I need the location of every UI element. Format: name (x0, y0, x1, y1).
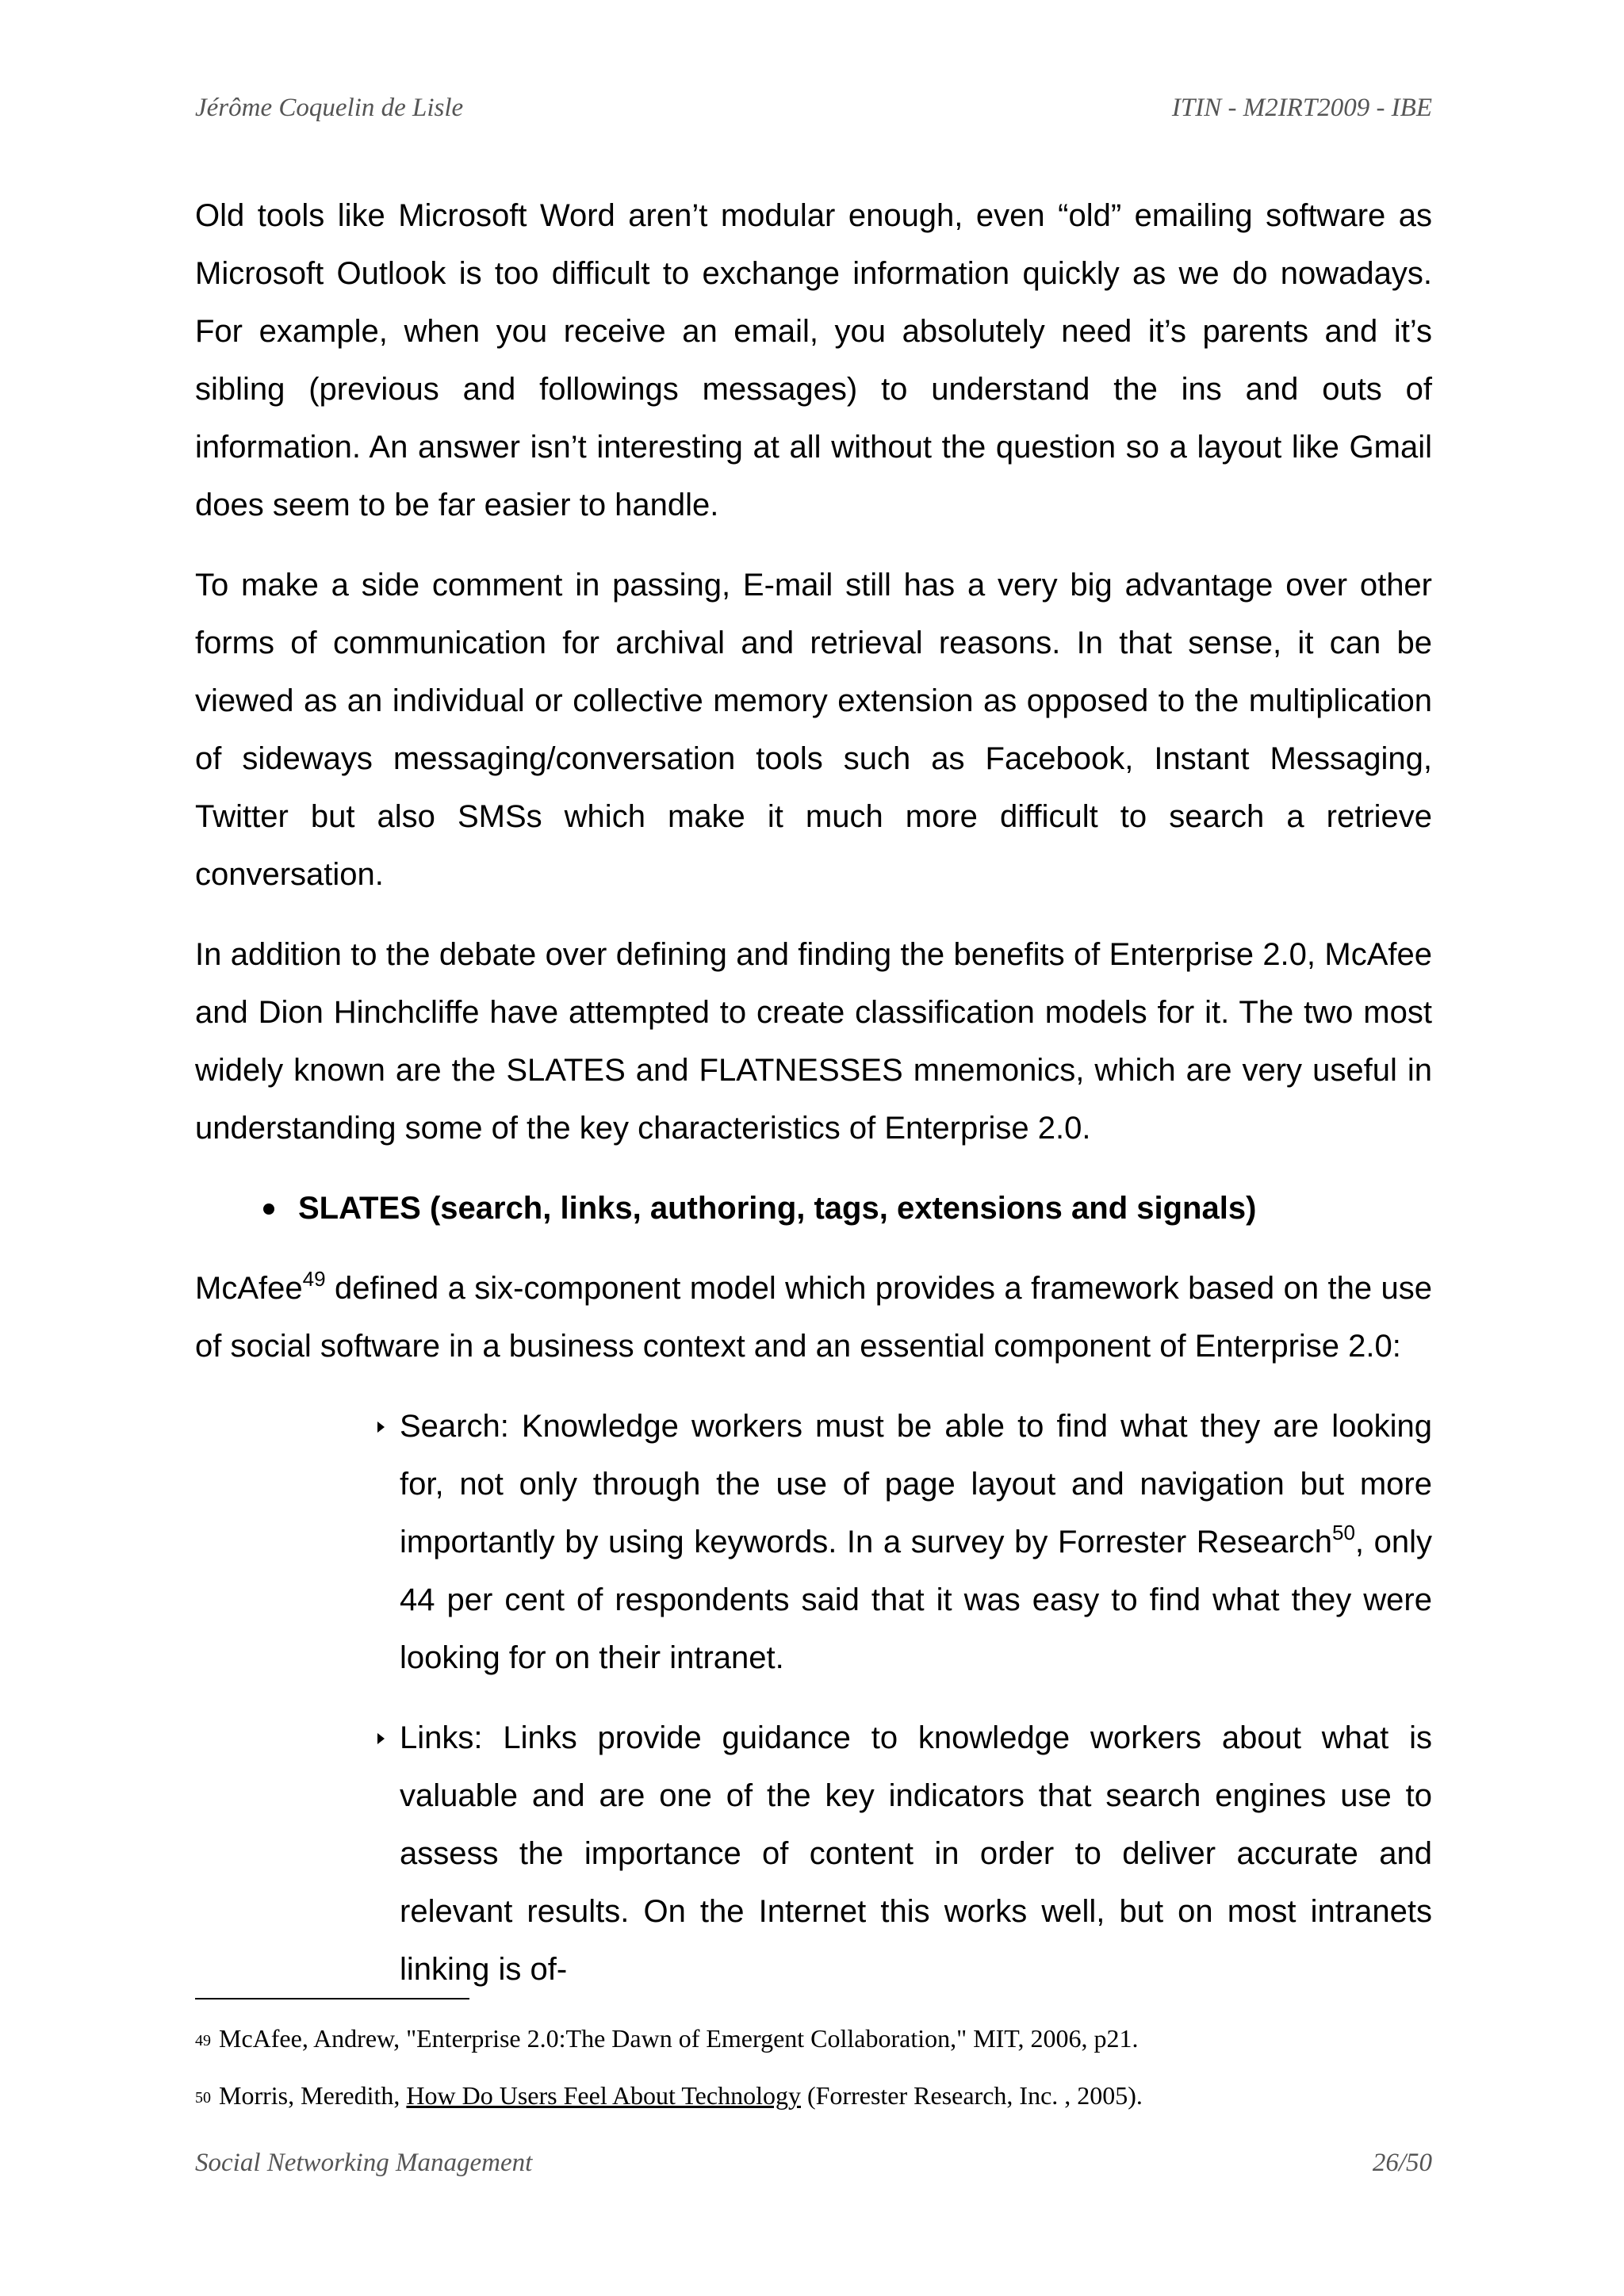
header-course: ITIN - M2IRT2009 - IBE (1171, 94, 1432, 122)
search-item-text: Search: Knowledge workers must be able to find what they are looking for, not only through the use of page layout and navigation but more importantly by using keywords. In a survey by Forrester Research (400, 1409, 1432, 1559)
paragraph-mcafee (195, 1260, 1432, 1376)
page-number: 26/50 (1372, 2149, 1432, 2177)
slates-heading-text: SLATES (search, links, authoring, tags, extensions and signals) (298, 1191, 1257, 1226)
triangle-bullet-icon (377, 1733, 385, 1744)
links-item-text: Links: Links provide guidance to knowledge workers about what is valuable and are one of the key indicators that search engines use to assess the importance of content in order to deliver accurate and relevant results. On the Internet this works well, but on most intranets linking is of- (400, 1720, 1432, 1987)
footnote-number: 50 (195, 2089, 211, 2107)
footnote-separator (195, 1998, 469, 1999)
list-item-search (376, 1398, 1432, 1687)
bullet-icon (263, 1203, 274, 1215)
paragraph-enterprise: In addition to the debate over defining and finding the benefits of Enterprise 2.0, McAfee and Dion Hinchcliffe have attempted to create classification models for it. The two most widely known are the SLATES and FLATNESSES mnemonics, which are very useful in understanding some of the key characteristics of Enterprise 2.0. (195, 937, 1432, 1146)
footnote-link[interactable]: How Do Users Feel About Technology (406, 2081, 801, 2110)
footnote-49 (195, 2018, 1432, 2075)
footnote-text: Morris, Meredith, (219, 2081, 407, 2110)
slates-list (376, 1398, 1432, 1999)
search-item-text-end: , only 44 per cent of respondents said that it was easy to find what they were looking for on their intranet. (400, 1525, 1432, 1675)
footnote-number: 49 (195, 2032, 211, 2049)
mcafee-rest: defined a six-component model which provides a framework based on the use of social software in a business context and an essential component of Enterprise 2.0: (195, 1271, 1432, 1364)
header-author: Jérôme Coquelin de Lisle (195, 94, 464, 122)
footnote-text: McAfee, Andrew, "Enterprise 2.0:The Dawn of Emergent Collaboration," MIT, 2006, p21. (219, 2024, 1139, 2053)
mcafee-start: McAfee (195, 1271, 303, 1306)
list-item-links (376, 1709, 1432, 1999)
footnote-ref-49[interactable]: 49 (302, 1266, 326, 1291)
footnote-text-end: (Forrester Research, Inc. , 2005). (800, 2081, 1143, 2110)
slates-heading (195, 1180, 1432, 1238)
footnote-50 (195, 2075, 1432, 2132)
footer-title: Social Networking Management (195, 2149, 533, 2177)
footnote-ref-50[interactable]: 50 (1331, 1520, 1355, 1544)
footnotes (195, 2018, 1432, 2132)
triangle-bullet-icon (377, 1422, 385, 1433)
paragraph-outlook: Old tools like Microsoft Word aren’t modular enough, even “old” emailing software as Microsoft Outlook is too difficult to exchange information quickly as we do nowadays. For example, when you receive an email, you absolutely need it’s parents and it’s sibling (previous and followings messages) to understand the ins and outs of information. An answer isn’t interesting at all without the question so a layout like Gmail does seem to be far easier to handle. (195, 198, 1432, 522)
body-text (195, 187, 1432, 2021)
paragraph-email: To make a side comment in passing, E-mail still has a very big advantage over other forms of communication for archival and retrieval reasons. In that sense, it can be viewed as an individual or collective memory extension as opposed to the multiplication of sideways messaging/conversation tools such as Facebook, Instant Messaging, Twitter but also SMSs which make it much more difficult to search a retrieve conversation. (195, 568, 1432, 892)
